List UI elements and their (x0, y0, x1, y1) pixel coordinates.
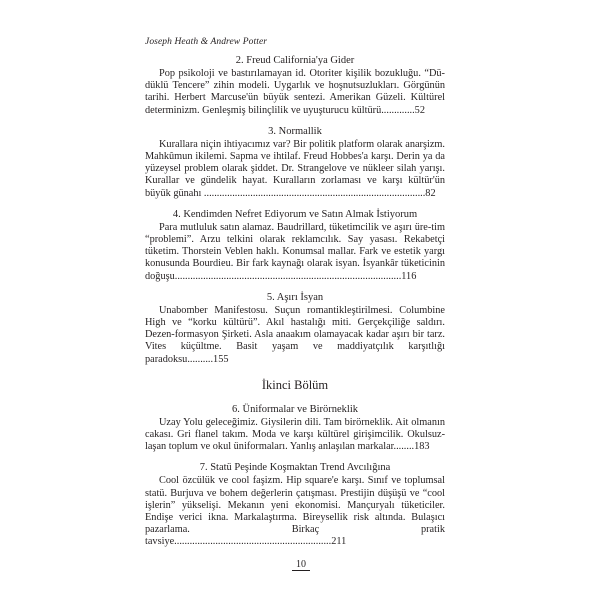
toc-entry (145, 292, 445, 366)
toc-entry (145, 126, 445, 200)
page-number-text: 10 (292, 559, 310, 571)
toc-entry-summary: Para mutluluk satın alamaz. Baudrillard, tüketimcilik ve aşırı üre-tim “problemi”. Arzu telkini olarak reklamcılık. Say yasası. Rekabetçi tüketim. Thorstein Veblen haklı. Konumsal mallar. Fark ve estetik yargı konusunda Bourdieu. Bir fark kaynağı olarak isyan. İsyankâr tüketicinin doğuşu........................................................................................116 (145, 221, 445, 282)
part-title: İkinci Bölüm (261, 377, 329, 392)
toc-entry-title: 7. Statü Peşinde Koşmaktan Trend Avcılığına (199, 462, 391, 474)
toc-entry-title: 3. Normallik (268, 125, 322, 137)
toc-entry (145, 55, 445, 117)
toc-entry-summary: Pop psikoloji ve bastırılamayan id. Otoriter kişilik bozukluğu. “Dü-düklü Tencere” zihin modeli. Uygarlık ve hoşnutsuzlukları. Görgünün tarihi. Herbert Marcuse'ün büyük sentezi. Amerikan Güzeli. Kültürel determinizm. Genleşmiş bilinçlilik ve uyuşturucu kültürü.............52 (145, 68, 445, 116)
table-of-contents (145, 55, 445, 558)
page-number (271, 559, 331, 571)
toc-entry-title: 5. Aşırı İsyan (266, 291, 324, 303)
toc-entry-title: 4. Kendimden Nefret Ediyorum ve Satın Almak İstiyorum (172, 208, 418, 220)
running-head: Joseph Heath & Andrew Potter (145, 37, 268, 47)
toc-entry-summary: Unabomber Manifestosu. Suçun romantikleştirilmesi. Columbine High ve “korku kültürü”. Akıl hastalığı miti. Gerçekçiliğe saldırı. Dezen-formasyon Şirketi. Asla anaakım olamayacak kadar aşırı bir tarz. Vites küçültme. Basit yaşam ve maddiyatçılık karşıtlığı paradoksu..........155 (145, 304, 445, 365)
toc-entry (145, 404, 445, 454)
toc-entry-title: 2. Freud California'ya Gider (235, 55, 355, 66)
toc-entry-title: 6. Üniformalar ve Birörneklik (232, 403, 358, 415)
toc-entry (145, 209, 445, 283)
toc-entry-summary: Kurallara niçin ihtiyacımız var? Bir politik platform olarak anarşizm. Mahkûmun ikilemi. Sapma ve ihtilaf. Freud Hobbes'a karşı. Derin ya da yüzeysel problem olarak şiddet. Dr. Strangelove ve nükleer silah yarışı. Kurallar ve gündelik hayat. Kuralların zorlaması ve karşı kültür'ün büyük günahı ......................................................................................82 (145, 138, 445, 199)
toc-entry (145, 462, 445, 548)
toc-entry-summary: Cool özcülük ve cool faşizm. Hip square'e karşı. Sınıf ve toplumsal statü. Burjuva ve bohem değerlerin çatışması. Prestijin düşüşü ve “cool işlerin” yükselişi. Mekanın yeni ekonomisi. Mançuryalı tüketiciler. Endişe verici ikna. Markalaştırma. Bireysellik risk altında. Bulaşıcı pazarlama. Birkaç pratik tavsiye.............................................................211 (145, 475, 445, 548)
toc-entry-summary: Uzay Yolu geleceğimiz. Giysilerin dili. Tam birörneklik. Ait olmanın cakası. Gri flanel takım. Moda ve karşı kültürel girişimcilik. Okulsuz-laşan toplum ve okul üniformaları. Yanlış anlaşılan markalar........183 (145, 416, 445, 453)
